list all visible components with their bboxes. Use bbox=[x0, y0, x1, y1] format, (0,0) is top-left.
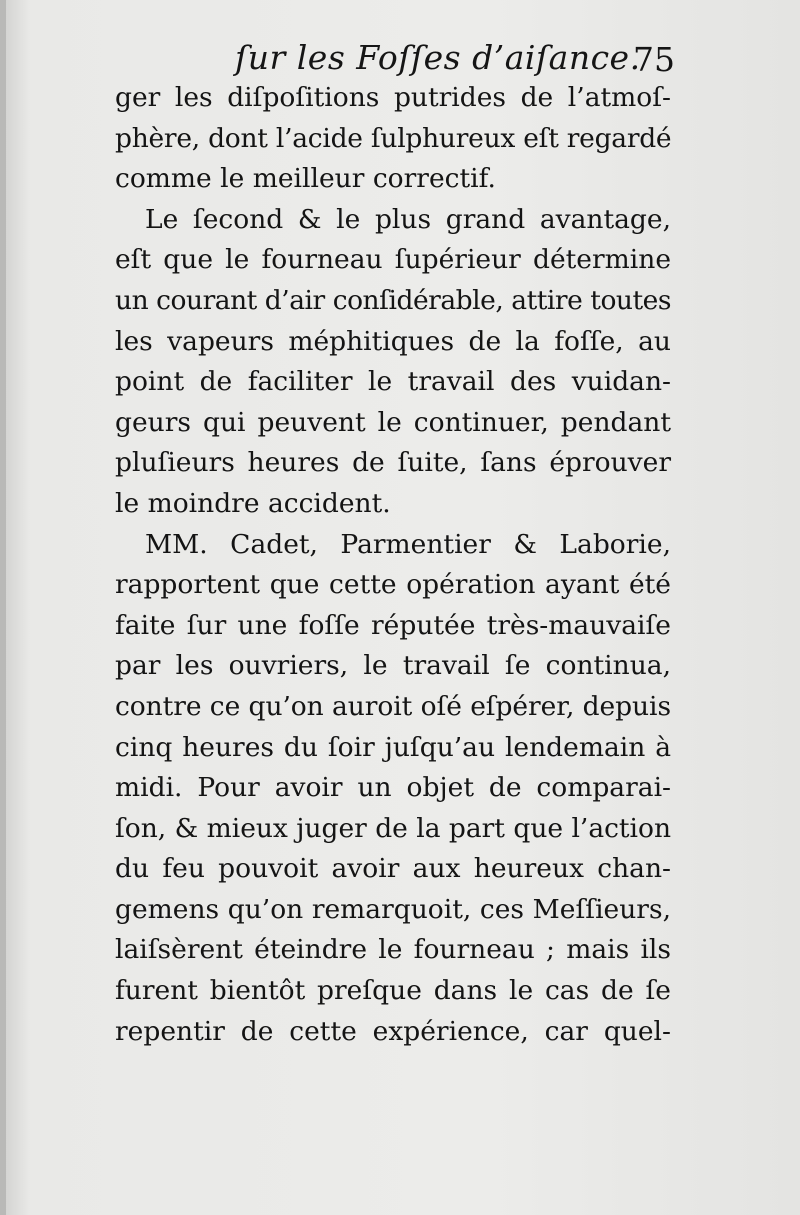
text-line: par les ouvriers, le travail ſe continua, bbox=[115, 650, 671, 682]
text-line: du feu pouvoit avoir aux heureux chan- bbox=[115, 853, 671, 885]
page-number: 75 bbox=[633, 40, 675, 79]
running-head: ſur les Foſſes d’aiſance. bbox=[235, 38, 641, 77]
body-text bbox=[115, 78, 671, 1052]
text-line: laiſsèrent éteindre le fourneau ; mais ils bbox=[115, 934, 671, 966]
text-line: les vapeurs méphitiques de la foſſe, au bbox=[115, 325, 671, 357]
text-line: faite ſur une foſſe réputée très-mauvaiſe bbox=[115, 609, 671, 641]
text-line: comme le meilleur correctif. bbox=[115, 163, 496, 195]
text-line: gemens qu’on remarquoit, ces Meſſieurs, bbox=[115, 893, 671, 925]
text-line: le moindre accident. bbox=[115, 487, 391, 519]
text-line: ger les diſpoſitions putrides de l’atmoſ- bbox=[115, 82, 671, 113]
text-line: rapportent que cette opération ayant été bbox=[115, 569, 671, 601]
text-line: midi. Pour avoir un objet de comparai- bbox=[115, 772, 671, 804]
text-line: pluſieurs heures de ſuite, ſans éprouver bbox=[115, 447, 671, 479]
text-line: eſt que le fourneau ſupérieur détermine bbox=[115, 244, 671, 276]
paragraph-start-line: MM. Cadet, Parmentier & Laborie, bbox=[145, 528, 671, 560]
paragraph-start-line: Le ſecond & le plus grand avantage, bbox=[145, 203, 671, 235]
text-line: un courant d’air conſidérable, attire toutes bbox=[115, 284, 671, 316]
text-line: phère, dont l’acide ſulphureux eſt regardé bbox=[115, 122, 672, 154]
text-line: geurs qui peuvent le continuer, pendant bbox=[115, 406, 671, 438]
text-line: ſon, & mieux juger de la part que l’action bbox=[115, 812, 671, 844]
text-line: point de faciliter le travail des vuidan- bbox=[115, 366, 671, 398]
text-line: cinq heures du ſoir juſqu’au lendemain à bbox=[115, 731, 671, 763]
text-line: contre ce qu’on auroit oſé eſpérer, depuis bbox=[115, 690, 671, 722]
text-line: furent bientôt preſque dans le cas de ſe bbox=[115, 975, 671, 1007]
text-line: repentir de cette expérience, car quel- bbox=[115, 1015, 671, 1047]
